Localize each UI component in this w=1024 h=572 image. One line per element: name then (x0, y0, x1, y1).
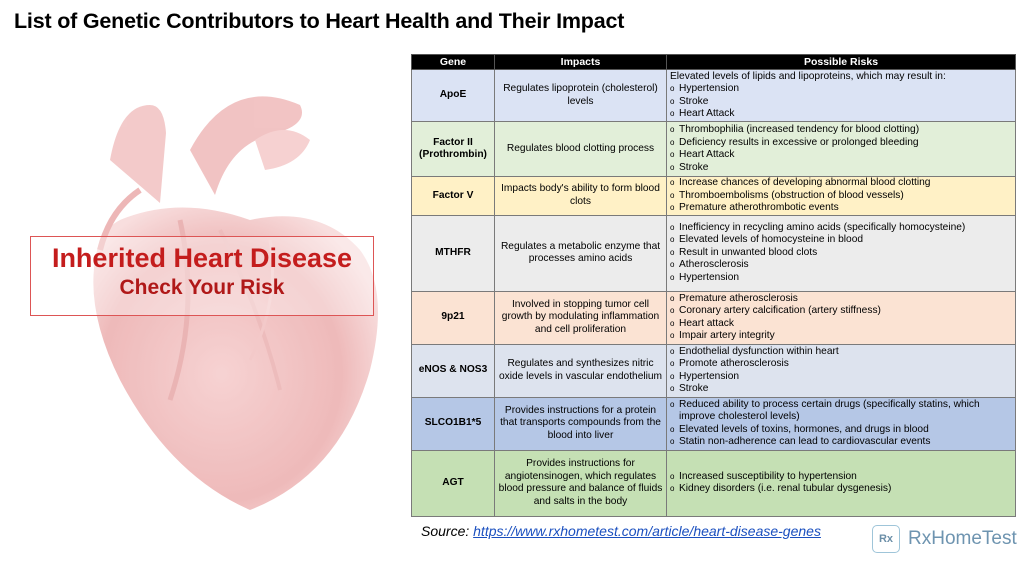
risks-cell (667, 177, 1016, 216)
impact-cell: Provides instructions for angiotensinogen, which regulates blood pressure and balance of fluids and salts in the body (495, 450, 667, 516)
gene-cell: AGT (412, 450, 495, 516)
risk-list (670, 177, 1012, 215)
gene-cell: Factor II (Prothrombin) (412, 122, 495, 177)
impact-cell: Provides instructions for a protein that transports compounds from the blood into liver (495, 397, 667, 450)
header-risks: Possible Risks (667, 55, 1016, 70)
risk-item: o Premature atherothrombotic events (670, 202, 1012, 215)
table-row (412, 215, 1016, 291)
risks-cell (667, 70, 1016, 122)
impact-cell: Regulates blood clotting process (495, 122, 667, 177)
table-row (412, 450, 1016, 516)
risk-item: o Stroke (670, 162, 1012, 175)
risk-list (670, 293, 1012, 343)
impact-cell: Regulates a metabolic enzyme that processes amino acids (495, 215, 667, 291)
table-row (412, 397, 1016, 450)
risk-item: o Deficiency results in excessive or prolonged bleeding (670, 137, 1012, 150)
impact-cell: Regulates and synthesizes nitric oxide levels in vascular endothelium (495, 344, 667, 397)
impact-cell: Regulates lipoprotein (cholesterol) levels (495, 70, 667, 122)
risks-cell (667, 215, 1016, 291)
rx-badge-icon: Rx (872, 525, 900, 553)
gene-cell: Factor V (412, 177, 495, 216)
risk-list (670, 83, 1012, 121)
impact-cell: Impacts body's ability to form blood clots (495, 177, 667, 216)
header-impacts: Impacts (495, 55, 667, 70)
gene-cell: MTHFR (412, 215, 495, 291)
risk-list (670, 471, 1012, 496)
source-link[interactable]: https://www.rxhometest.com/article/heart-disease-genes (473, 523, 821, 539)
table-header-row (412, 55, 1016, 70)
risk-item: o Increased susceptibility to hypertension (670, 471, 1012, 484)
source-label: Source: (421, 523, 470, 539)
risks-intro: Elevated levels of lipids and lipoproteins, which may result in: (670, 70, 946, 82)
gene-cell: eNOS & NOS3 (412, 344, 495, 397)
risk-item: o Heart Attack (670, 108, 1012, 121)
risk-item: o Thromboembolisms (obstruction of blood vessels) (670, 190, 1012, 203)
table-row (412, 177, 1016, 216)
table-row (412, 122, 1016, 177)
risk-list (670, 124, 1012, 174)
risk-item: o Thrombophilia (increased tendency for blood clotting) (670, 124, 1012, 137)
page-title: List of Genetic Contributors to Heart Health and Their Impact (14, 9, 625, 33)
risks-cell (667, 450, 1016, 516)
impact-cell: Involved in stopping tumor cell growth by modulating inflammation and cell proliferation (495, 291, 667, 344)
risk-item: o Heart attack (670, 318, 1012, 331)
risk-item: o Result in unwanted blood clots (670, 247, 1012, 260)
risks-cell (667, 122, 1016, 177)
genes-table (411, 54, 1016, 517)
risk-item: o Premature atherosclerosis (670, 293, 1012, 306)
risk-item: o Promote atherosclerosis (670, 358, 1012, 371)
brand-logo (872, 523, 1017, 559)
risk-item: o Impair artery integrity (670, 330, 1012, 343)
risk-item: o Stroke (670, 96, 1012, 109)
risk-item: o Atherosclerosis (670, 259, 1012, 272)
brand-name: RxHomeTest (908, 528, 1017, 549)
gene-cell: SLCO1B1*5 (412, 397, 495, 450)
callout-subheading: Check Your Risk (119, 276, 285, 299)
risk-item: o Kidney disorders (i.e. renal tubular dysgenesis) (670, 483, 1012, 496)
risk-item: o Increase chances of developing abnormal blood clotting (670, 177, 1012, 190)
gene-cell: 9p21 (412, 291, 495, 344)
risk-item: o Heart Attack (670, 149, 1012, 162)
risk-item: o Endothelial dysfunction within heart (670, 346, 1012, 359)
risk-item: o Hypertension (670, 83, 1012, 96)
risks-cell (667, 397, 1016, 450)
risk-list (670, 222, 1012, 285)
risks-cell (667, 291, 1016, 344)
table-row (412, 344, 1016, 397)
source-citation (421, 523, 821, 539)
risks-cell (667, 344, 1016, 397)
table-row (412, 70, 1016, 122)
risk-item: o Inefficiency in recycling amino acids (specifically homocysteine) (670, 222, 1012, 235)
risk-item: o Hypertension (670, 272, 1012, 285)
risk-item: o Elevated levels of toxins, hormones, and drugs in blood (670, 424, 1012, 437)
callout-heading: Inherited Heart Disease (51, 243, 353, 273)
risk-list (670, 399, 1012, 449)
risk-item: o Statin non-adherence can lead to cardiovascular events (670, 436, 1012, 449)
risk-item: o Coronary artery calcification (artery stiffness) (670, 305, 1012, 318)
gene-cell: ApoE (412, 70, 495, 122)
risk-item: o Reduced ability to process certain drugs (specifically statins, which improve cholesterol levels) (670, 399, 1012, 424)
risk-list (670, 346, 1012, 396)
risk-item: o Stroke (670, 383, 1012, 396)
risk-item: o Hypertension (670, 371, 1012, 384)
callout-box (30, 236, 374, 316)
table-row (412, 291, 1016, 344)
header-gene: Gene (412, 55, 495, 70)
risk-item: o Elevated levels of homocysteine in blood (670, 234, 1012, 247)
